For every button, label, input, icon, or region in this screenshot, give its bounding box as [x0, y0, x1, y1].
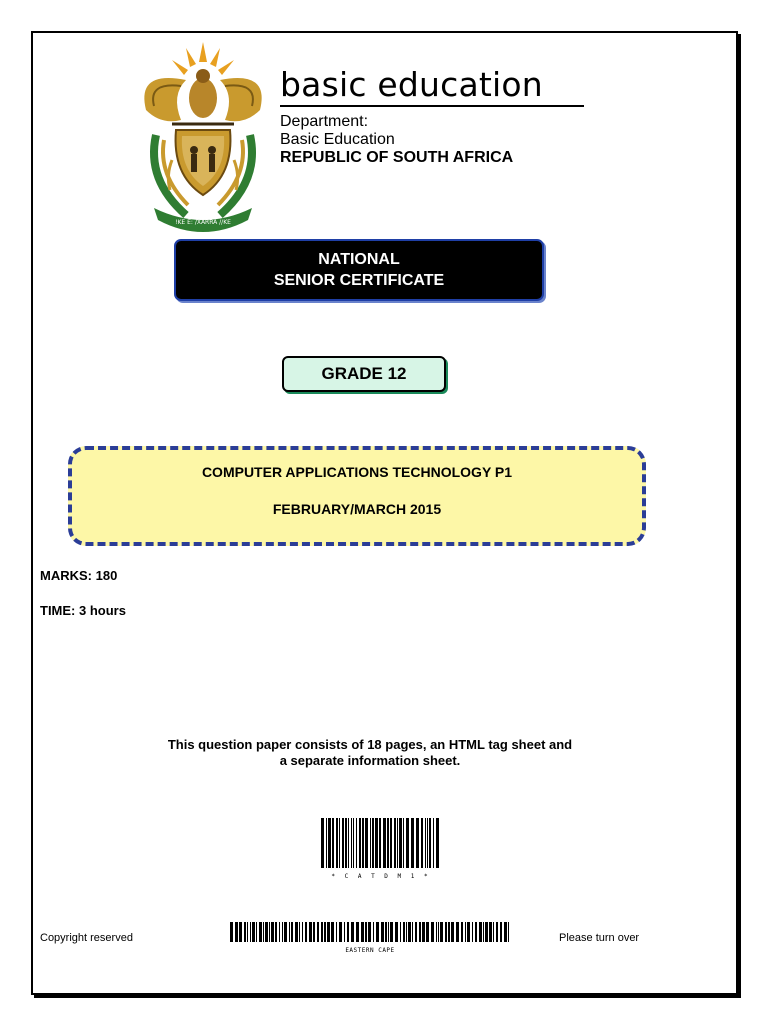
barcode-bar [408, 922, 411, 942]
barcode-bar [451, 922, 454, 942]
barcode-bar [361, 922, 364, 942]
barcode-bar [309, 922, 312, 942]
barcode-bar [295, 922, 298, 942]
footer-barcode [230, 922, 510, 954]
grade-badge: GRADE 12 [282, 356, 446, 392]
barcode-bar [403, 922, 405, 942]
copyright-notice: Copyright reserved [40, 932, 133, 944]
barcode-bar [429, 818, 431, 868]
barcode-bar [472, 922, 473, 942]
subject-barcode-caption: * C A T D M 1 * [331, 873, 431, 880]
barcode-bar [279, 922, 280, 942]
brand-block [280, 65, 584, 167]
department-name: Basic Education [280, 131, 395, 148]
marks-info: MARKS: 180 [40, 568, 118, 583]
barcode-bar [230, 922, 233, 942]
barcode-bar [427, 818, 428, 868]
barcode-bar [327, 922, 330, 942]
barcode-bar [403, 818, 404, 868]
barcode-bar [426, 922, 429, 942]
certificate-line-2: SENIOR CERTIFICATE [273, 272, 445, 289]
barcode-bar [376, 922, 379, 942]
barcode-bar [387, 818, 389, 868]
barcode-bar [383, 818, 386, 868]
barcode-bar [351, 922, 354, 942]
barcode-bar [331, 922, 334, 942]
barcode-bar [321, 818, 324, 868]
barcode-bar [247, 922, 248, 942]
barcode-bar [336, 922, 337, 942]
barcode-bar [235, 922, 238, 942]
barcode-bar [271, 922, 274, 942]
barcode-bar [483, 922, 484, 942]
barcode-bar [467, 922, 470, 942]
barcode-bar [406, 818, 409, 868]
brand-title: basic education [280, 65, 543, 104]
barcode-bar [436, 922, 437, 942]
svg-text:!KE E: /XARRA //KE: !KE E: /XARRA //KE [175, 219, 231, 226]
barcode-bar [379, 818, 381, 868]
barcode-bar [425, 818, 426, 868]
barcode-bar [412, 922, 413, 942]
barcode-bar [299, 922, 300, 942]
barcode-bar [351, 818, 352, 868]
subject-barcode-bars [321, 818, 441, 868]
barcode-bar [399, 818, 402, 868]
barcode-bar [385, 922, 387, 942]
barcode-bar [390, 818, 392, 868]
barcode-bar [485, 922, 488, 942]
barcode-bar [291, 922, 293, 942]
barcode-bar [250, 922, 251, 942]
turn-over-notice: Please turn over [559, 932, 640, 944]
barcode-bar [416, 818, 419, 868]
subject-box [68, 446, 646, 546]
subject-barcode [321, 818, 441, 880]
barcode-bar [421, 818, 423, 868]
certificate-line-1: NATIONAL [318, 251, 400, 268]
barcode-bar [282, 922, 283, 942]
barcode-bar [365, 818, 368, 868]
barcode-bar [344, 922, 345, 942]
barcode-bar [336, 818, 338, 868]
barcode-bar [239, 922, 242, 942]
barcode-bar [508, 922, 509, 942]
barcode-bar [504, 922, 507, 942]
barcode-bar [388, 922, 389, 942]
barcode-bar [381, 922, 384, 942]
barcode-bar [395, 922, 398, 942]
paper-note-line-2: a separate information sheet. [279, 753, 461, 768]
exam-session: FEBRUARY/MARCH 2015 [272, 501, 442, 517]
barcode-bar [342, 818, 344, 868]
barcode-bar [436, 818, 439, 868]
barcode-bar [500, 922, 502, 942]
barcode-bar [313, 922, 315, 942]
barcode-bar [289, 922, 290, 942]
barcode-bar [345, 818, 347, 868]
barcode-bar [370, 818, 371, 868]
brand-divider [280, 105, 584, 107]
barcode-bar [252, 922, 255, 942]
barcode-bar [489, 922, 492, 942]
barcode-bar [356, 818, 357, 868]
paper-note [60, 737, 680, 769]
barcode-bar [373, 922, 374, 942]
barcode-bar [493, 922, 494, 942]
barcode-bar [375, 818, 378, 868]
barcode-bar [317, 922, 319, 942]
barcode-bar [332, 818, 334, 868]
barcode-bar [284, 922, 287, 942]
barcode-bar [372, 818, 374, 868]
barcode-bar [406, 922, 407, 942]
barcode-bar [465, 922, 466, 942]
barcode-bar [326, 818, 327, 868]
barcode-bar [390, 922, 393, 942]
barcode-bar [475, 922, 477, 942]
subject-title: COMPUTER APPLICATIONS TECHNOLOGY P1 [201, 464, 513, 480]
barcode-bar [431, 922, 434, 942]
barcode-bar [422, 922, 425, 942]
barcode-bar [263, 922, 264, 942]
barcode-bar [440, 922, 443, 942]
barcode-bar [362, 818, 364, 868]
barcode-bar [356, 922, 359, 942]
barcode-bar [302, 922, 303, 942]
barcode-bar [461, 922, 463, 942]
barcode-bar [321, 922, 323, 942]
barcode-bar [445, 922, 447, 942]
barcode-bar [448, 922, 450, 942]
department-label: Department: [280, 113, 369, 130]
coat-of-arms-logo [126, 40, 280, 238]
barcode-bar [348, 818, 349, 868]
country-name: REPUBLIC OF SOUTH AFRICA [280, 149, 514, 166]
footer-barcode-caption: EASTERN CAPE [345, 947, 395, 954]
barcode-bar [339, 922, 342, 942]
barcode-bar [265, 922, 268, 942]
barcode-bar [411, 818, 414, 868]
barcode-bar [324, 922, 326, 942]
barcode-bar [496, 922, 498, 942]
barcode-bar [415, 922, 417, 942]
barcode-bar [347, 922, 349, 942]
barcode-bar [400, 922, 401, 942]
barcode-bar [259, 922, 262, 942]
barcode-bar [365, 922, 367, 942]
time-info: TIME: 3 hours [40, 603, 126, 618]
footer-barcode-bars [230, 922, 510, 942]
barcode-bar [269, 922, 270, 942]
barcode-bar [275, 922, 277, 942]
barcode-bar [394, 818, 396, 868]
barcode-bar [368, 922, 371, 942]
barcode-bar [419, 922, 421, 942]
certificate-banner [174, 239, 544, 301]
barcode-bar [328, 818, 331, 868]
barcode-bar [305, 922, 307, 942]
barcode-bar [339, 818, 340, 868]
barcode-bar [438, 922, 439, 942]
barcode-bar [433, 818, 434, 868]
barcode-bar [479, 922, 482, 942]
paper-note-line-1: This question paper consists of 18 pages, an HTML tag sheet and [167, 737, 573, 752]
barcode-bar [353, 818, 354, 868]
barcode-bar [397, 818, 398, 868]
barcode-bar [256, 922, 257, 942]
barcode-bar [456, 922, 459, 942]
barcode-bar [359, 818, 361, 868]
barcode-bar [244, 922, 246, 942]
